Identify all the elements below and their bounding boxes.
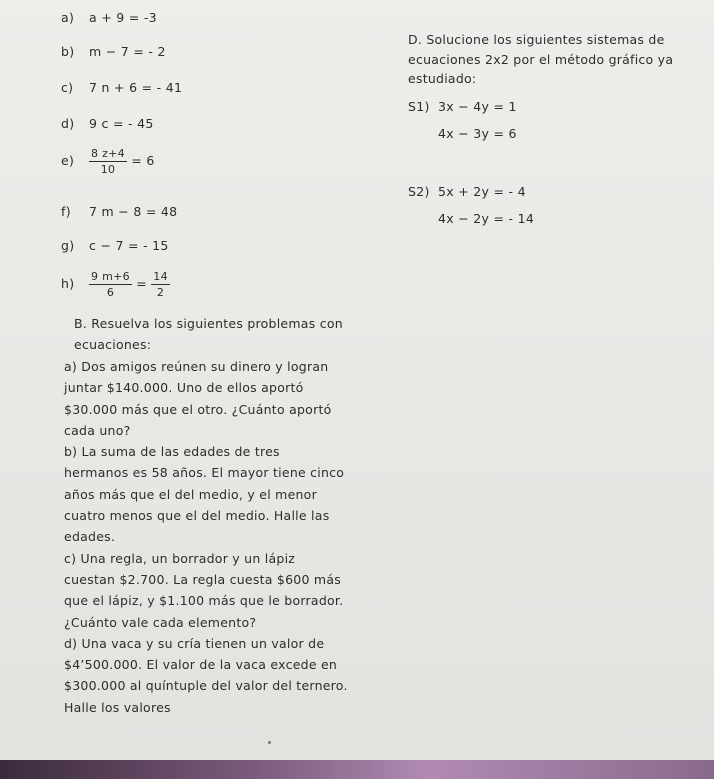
equation-label: b) bbox=[61, 44, 75, 59]
paper-mark bbox=[268, 741, 271, 744]
problem-line: que el lápiz, y $1.100 más que le borrador. bbox=[64, 593, 344, 609]
title-line: ecuaciones: bbox=[74, 337, 152, 353]
equation-f bbox=[61, 204, 177, 219]
equation-h bbox=[61, 270, 170, 299]
fraction bbox=[89, 147, 127, 176]
system-s1-eq1 bbox=[408, 99, 517, 114]
problem-line: hermanos es 58 años. El mayor tiene cinco bbox=[64, 465, 345, 481]
problem-line: cuatro menos que el del medio. Halle las bbox=[64, 508, 330, 524]
fraction bbox=[89, 270, 132, 299]
equation-rhs: = 6 bbox=[131, 153, 155, 168]
equation-e bbox=[61, 147, 155, 176]
equals-sign: = bbox=[136, 276, 147, 291]
equation-d bbox=[61, 116, 154, 131]
fraction-numerator: 14 bbox=[153, 270, 168, 283]
system-s1-eq2 bbox=[438, 126, 517, 141]
system-equation: 4x − 2y = - 14 bbox=[438, 211, 535, 226]
equation-text: m − 7 = - 2 bbox=[89, 44, 166, 59]
equation-text: 7 n + 6 = - 41 bbox=[89, 80, 183, 95]
title-line: D. Solucione los siguientes sistemas de bbox=[408, 32, 665, 47]
fraction bbox=[151, 270, 170, 299]
system-equation: 4x − 3y = 6 bbox=[438, 126, 517, 141]
system-label: S2) bbox=[408, 184, 430, 199]
equation-label: e) bbox=[61, 153, 75, 168]
system-equation: 3x − 4y = 1 bbox=[438, 99, 517, 114]
fraction-numerator: 9 m+6 bbox=[91, 270, 130, 283]
equation-text: c − 7 = - 15 bbox=[89, 238, 169, 253]
equation-text: 7 m − 8 = 48 bbox=[89, 204, 178, 219]
title-line: estudiado: bbox=[408, 71, 477, 86]
title-line: ecuaciones 2x2 por el método gráfico ya bbox=[408, 51, 674, 67]
section-b-problems bbox=[64, 356, 348, 718]
fraction-numerator: 8 z+4 bbox=[91, 147, 125, 160]
equation-text: a + 9 = -3 bbox=[89, 10, 157, 25]
equation-a bbox=[61, 10, 157, 25]
equation-label: g) bbox=[61, 238, 75, 253]
problem-line: años más que el del medio, y el menor bbox=[64, 486, 317, 502]
problem-line: $300.000 al quíntuple del valor del ternero. bbox=[64, 678, 348, 694]
system-label: S1) bbox=[408, 99, 430, 114]
section-b-title bbox=[74, 313, 343, 356]
equation-g bbox=[61, 238, 169, 253]
system-equation: 5x + 2y = - 4 bbox=[438, 184, 526, 199]
equation-label: a) bbox=[61, 10, 75, 25]
equation-label: h) bbox=[61, 276, 75, 291]
system-s2-eq2 bbox=[438, 211, 534, 226]
equation-b bbox=[61, 44, 166, 59]
section-d-title bbox=[408, 30, 673, 89]
system-s2-eq1 bbox=[408, 184, 526, 199]
problem-line: Halle los valores bbox=[64, 699, 171, 715]
problem-line: a) Dos amigos reúnen su dinero y logran bbox=[64, 359, 329, 374]
problem-line: ¿Cuánto vale cada elemento? bbox=[64, 614, 257, 630]
problem-line: $4’500.000. El valor de la vaca excede en bbox=[64, 657, 338, 673]
table-surface bbox=[0, 760, 714, 779]
fraction-denominator: 2 bbox=[156, 286, 165, 299]
equation-label: d) bbox=[61, 116, 75, 131]
title-line: B. Resuelva los siguientes problemas con bbox=[74, 316, 343, 331]
problem-line: d) Una vaca y su cría tienen un valor de bbox=[64, 635, 325, 651]
fraction-denominator: 6 bbox=[106, 286, 115, 299]
equation-label: f) bbox=[61, 204, 71, 219]
problem-line: c) Una regla, un borrador y un lápiz bbox=[64, 550, 296, 566]
problem-line: edades. bbox=[64, 529, 116, 545]
equation-text: 9 c = - 45 bbox=[89, 116, 154, 131]
fraction-denominator: 10 bbox=[100, 163, 116, 176]
problem-line: cada uno? bbox=[64, 422, 131, 438]
equation-c bbox=[61, 80, 182, 95]
problem-line: cuestan $2.700. La regla cuesta $600 más bbox=[64, 571, 341, 587]
problem-line: $30.000 más que el otro. ¿Cuánto aportó bbox=[64, 401, 332, 417]
problem-line: juntar $140.000. Uno de ellos aportó bbox=[64, 380, 304, 396]
problem-line: b) La suma de las edades de tres bbox=[64, 444, 280, 460]
equation-label: c) bbox=[61, 80, 74, 95]
